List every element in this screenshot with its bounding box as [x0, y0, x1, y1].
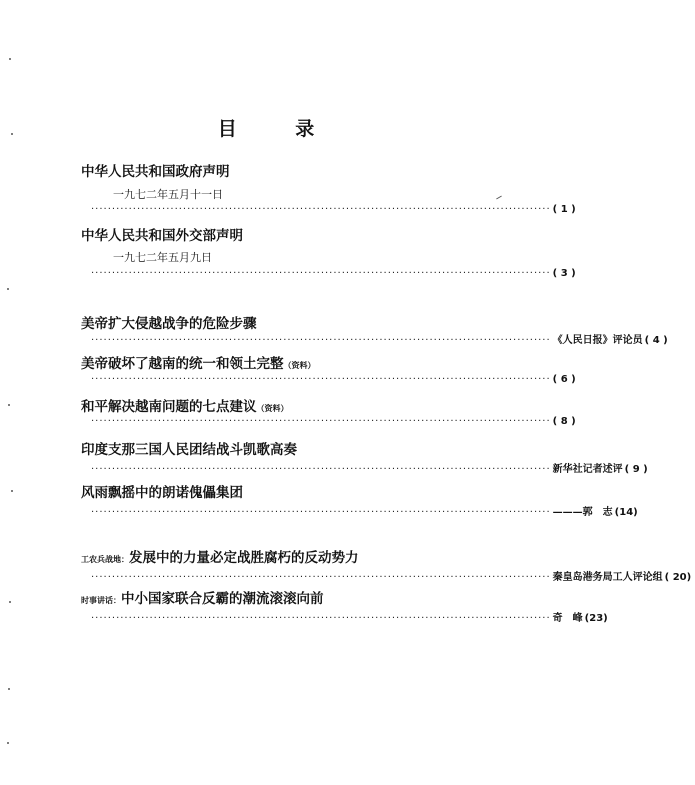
entry-date: 一九七二年五月九日 [113, 251, 212, 264]
dot-leader: ·············································································································· [91, 374, 551, 385]
entry-title: 风雨飘摇中的朗诺傀儡集团 [81, 485, 243, 501]
page-number: ( 9 ) [624, 464, 648, 475]
entry-title-text: 发展中的力量必定战胜腐朽的反动势力 [129, 550, 359, 566]
scan-speck [11, 490, 13, 492]
scan-speck [496, 196, 502, 200]
page-number: (14) [614, 507, 638, 518]
entry-title-text: 中小国家联合反霸的潮流滚滚向前 [121, 591, 324, 607]
page-number: ( 4 ) [644, 335, 668, 346]
page-number: ( 3 ) [552, 268, 576, 279]
dot-leader: ·············································································································· [91, 464, 551, 475]
entry-author: ———郭 志 [552, 507, 613, 518]
dot-leader: ·············································································································· [91, 507, 551, 518]
entry-title [81, 587, 324, 607]
entry-title [81, 352, 316, 372]
entry-author: 秦皇岛港务局工人评论组 [552, 572, 663, 583]
scan-speck [11, 133, 13, 135]
entry-author: 《人民日报》评论员 [552, 335, 643, 346]
page-title: 目 录 [217, 118, 341, 140]
dot-leader: ·············································································································· [91, 268, 551, 279]
scan-speck [8, 404, 10, 406]
scan-speck [8, 688, 10, 690]
entry-note: （资料） [283, 361, 316, 370]
page-number: ( 8 ) [552, 416, 576, 427]
entry-title: 印度支那三国人民团结战斗凯歌高奏 [81, 442, 297, 458]
entry-title [81, 395, 289, 415]
entry-date: 一九七二年五月十一日 [113, 188, 223, 201]
entry-title: 中华人民共和国政府声明 [81, 164, 230, 180]
page-number: ( 6 ) [552, 374, 576, 385]
entry-title: 中华人民共和国外交部声明 [81, 228, 243, 244]
column-tag: 工农兵战地： [81, 555, 129, 564]
page-number: (23) [584, 613, 608, 624]
dot-leader: ·············································································································· [91, 613, 551, 624]
dot-leader: ·············································································································· [91, 572, 551, 583]
entry-title: 美帝扩大侵越战争的危险步骤 [81, 316, 257, 332]
scan-speck [9, 58, 11, 60]
entry-title-text: 美帝破坏了越南的统一和领土完整 [81, 356, 284, 372]
column-tag: 时事讲话： [81, 596, 121, 605]
entry-title-text: 和平解决越南问题的七点建议 [81, 399, 257, 415]
page-number: ( 20) [664, 572, 692, 583]
scan-speck [7, 288, 9, 290]
entry-author: 新华社记者述评 [552, 464, 623, 475]
dot-leader: ·············································································································· [91, 335, 551, 346]
scan-speck [7, 742, 9, 744]
page-number: ( 1 ) [552, 204, 576, 215]
entry-note: （资料） [256, 404, 289, 413]
scan-speck [9, 601, 11, 603]
dot-leader: ·············································································································· [91, 416, 551, 427]
entry-author: 奇 峰 [552, 613, 583, 624]
entry-title [81, 546, 359, 566]
dot-leader: ·············································································································· [91, 204, 551, 215]
